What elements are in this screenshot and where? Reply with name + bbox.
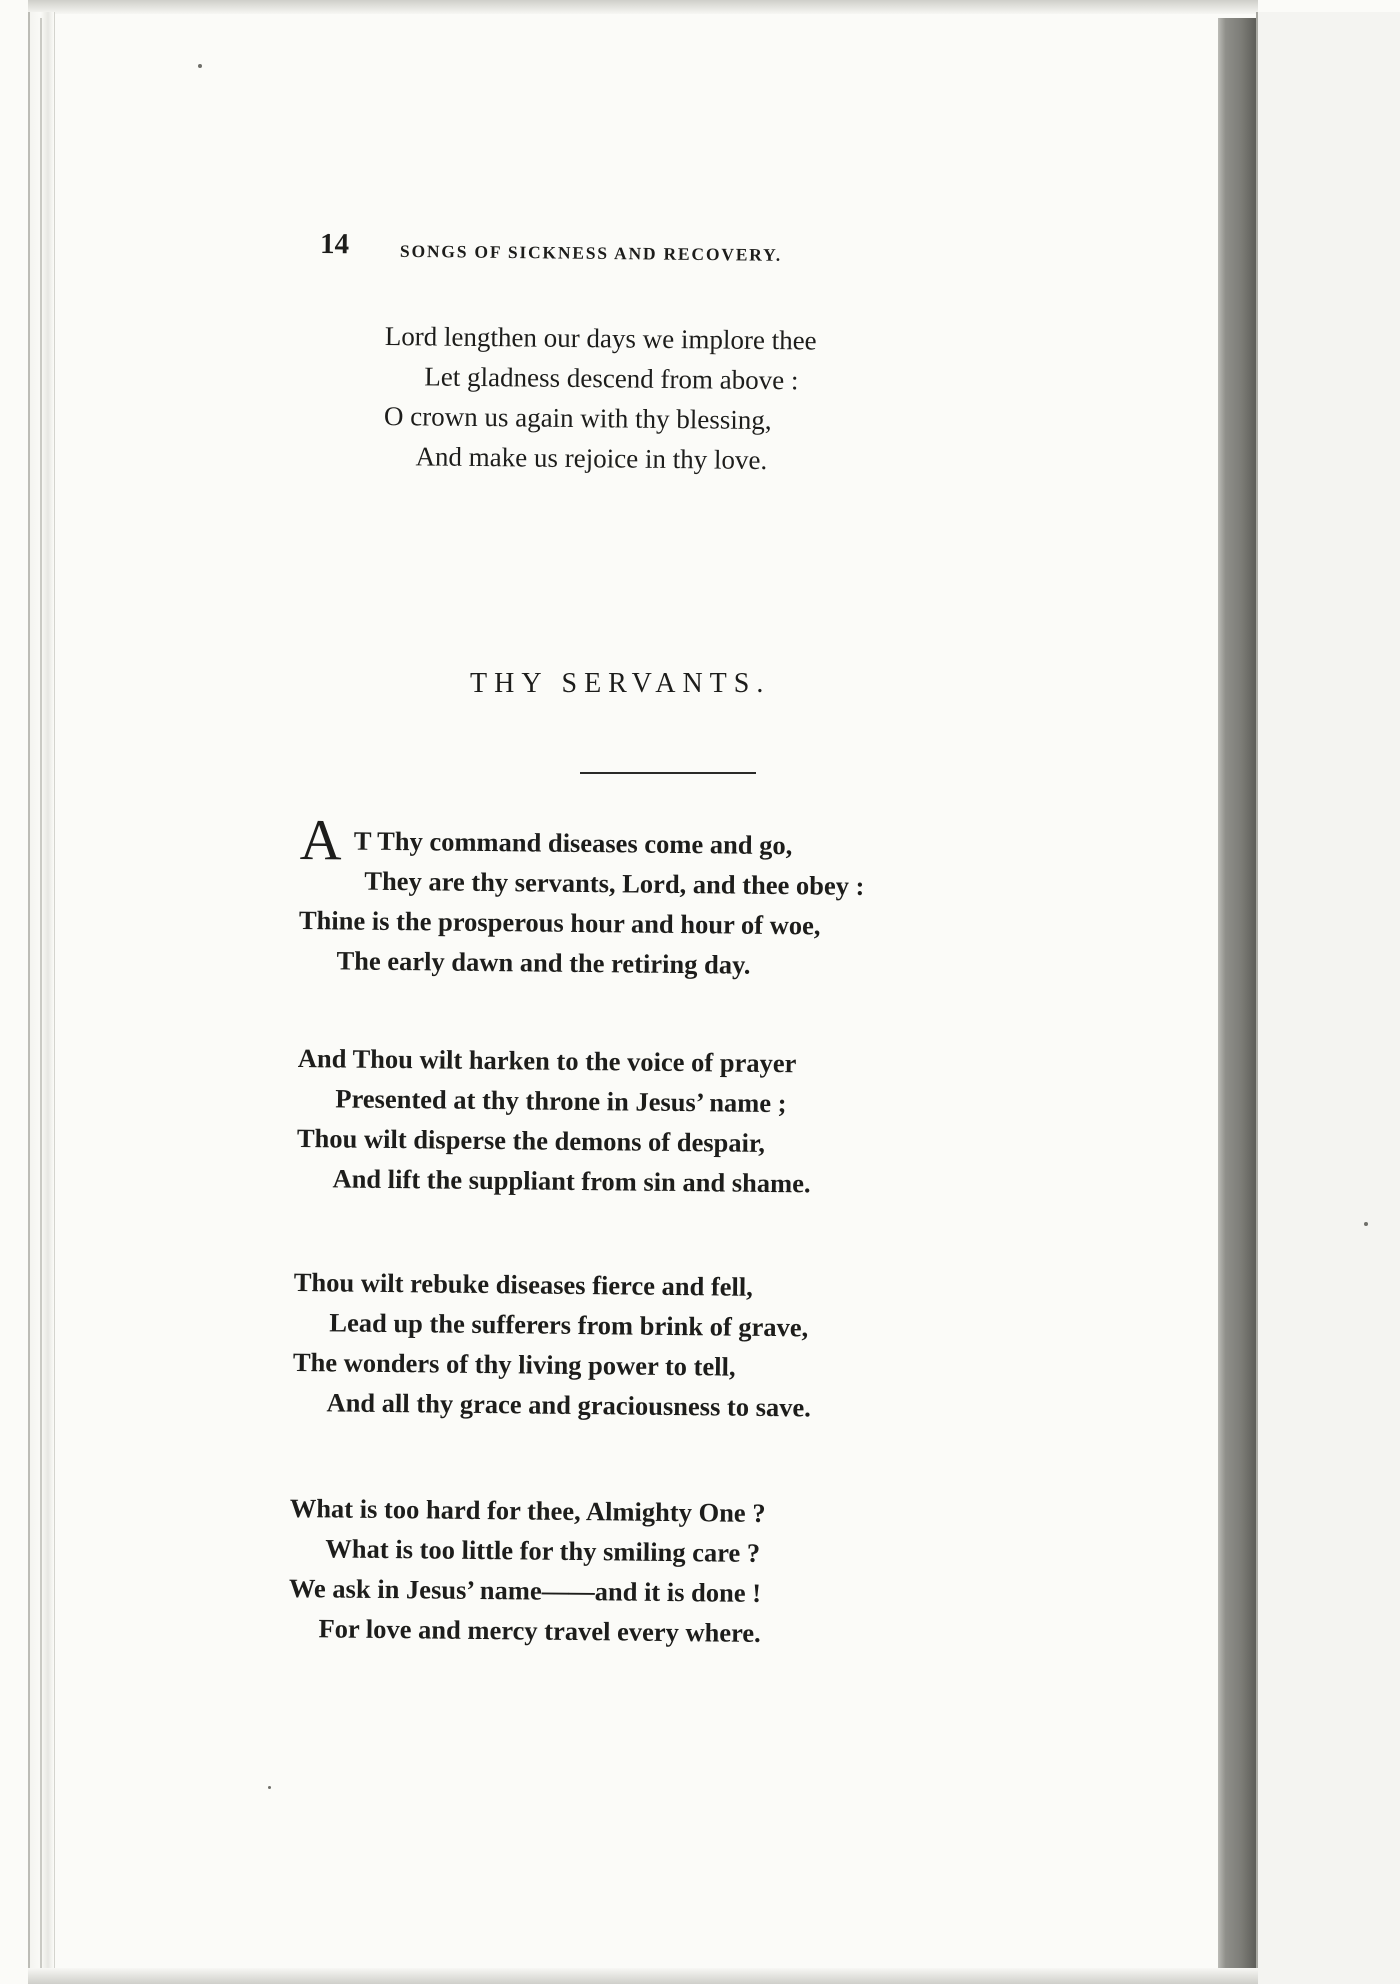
poem-line: T Thy command diseases come and go, [353, 825, 793, 861]
poem-line: What is too hard for thee, Almighty One ? [289, 1492, 766, 1528]
page-bottom-shadow [28, 1968, 1258, 1984]
book-left-edge-line [40, 18, 42, 1968]
poem-line: The wonders of thy living power to tell, [292, 1346, 736, 1382]
title-rule [580, 772, 756, 774]
poem-line: Thou wilt rebuke diseases fierce and fell, [293, 1266, 754, 1302]
poem-line: Presented at thy throne in Jesus’ name ; [335, 1083, 787, 1119]
poem-title: THY SERVANTS. [470, 668, 771, 699]
poem-line: And all thy grace and graciousness to save. [326, 1387, 812, 1423]
running-head: SONGS OF SICKNESS AND RECOVERY. [399, 240, 783, 265]
facing-page-edge [1256, 12, 1400, 1984]
poem-line: And lift the suppliant from sin and shame. [332, 1163, 811, 1199]
poem-stanza-3 [292, 1262, 812, 1427]
poem-line: For love and mercy travel every where. [318, 1613, 761, 1648]
poem-line: What is too little for thy smiling care ? [325, 1533, 761, 1568]
paper-speck [198, 64, 202, 68]
poem-line: Thine is the prosperous hour and hour of woe, [298, 904, 821, 941]
paper-speck [1364, 1222, 1368, 1226]
page-top-shadow [28, 0, 1258, 14]
poem-stanza-1 [298, 807, 865, 986]
poem-stanza-2 [296, 1038, 812, 1203]
poem-line: And make us rejoice in thy love. [415, 441, 768, 476]
page-number: 14 [319, 228, 350, 261]
page-header [320, 228, 970, 275]
book-gutter-shadow [1218, 18, 1256, 1984]
poem-line: And Thou wilt harken to the voice of prayer [297, 1042, 797, 1079]
poem-line: They are thy servants, Lord, and thee obey : [364, 865, 865, 901]
poem-stanza-4 [288, 1488, 765, 1653]
poem-line: We ask in Jesus’ name——and it is done ! [288, 1572, 762, 1608]
poem-line: The early dawn and the retiring day. [336, 945, 751, 980]
drop-cap: A [299, 807, 343, 873]
poem-line: Let gladness descend from above : [424, 361, 799, 396]
poem-line: Lead up the sufferers from brink of grave, [329, 1307, 809, 1343]
poem-line: O crown us again with thy blessing, [383, 400, 772, 436]
paper-speck [268, 1786, 271, 1789]
poem-line: Lord lengthen our days we implore thee [384, 320, 817, 356]
poem-line: Thou wilt disperse the demons of despair, [296, 1122, 766, 1158]
opening-stanza [383, 316, 817, 481]
